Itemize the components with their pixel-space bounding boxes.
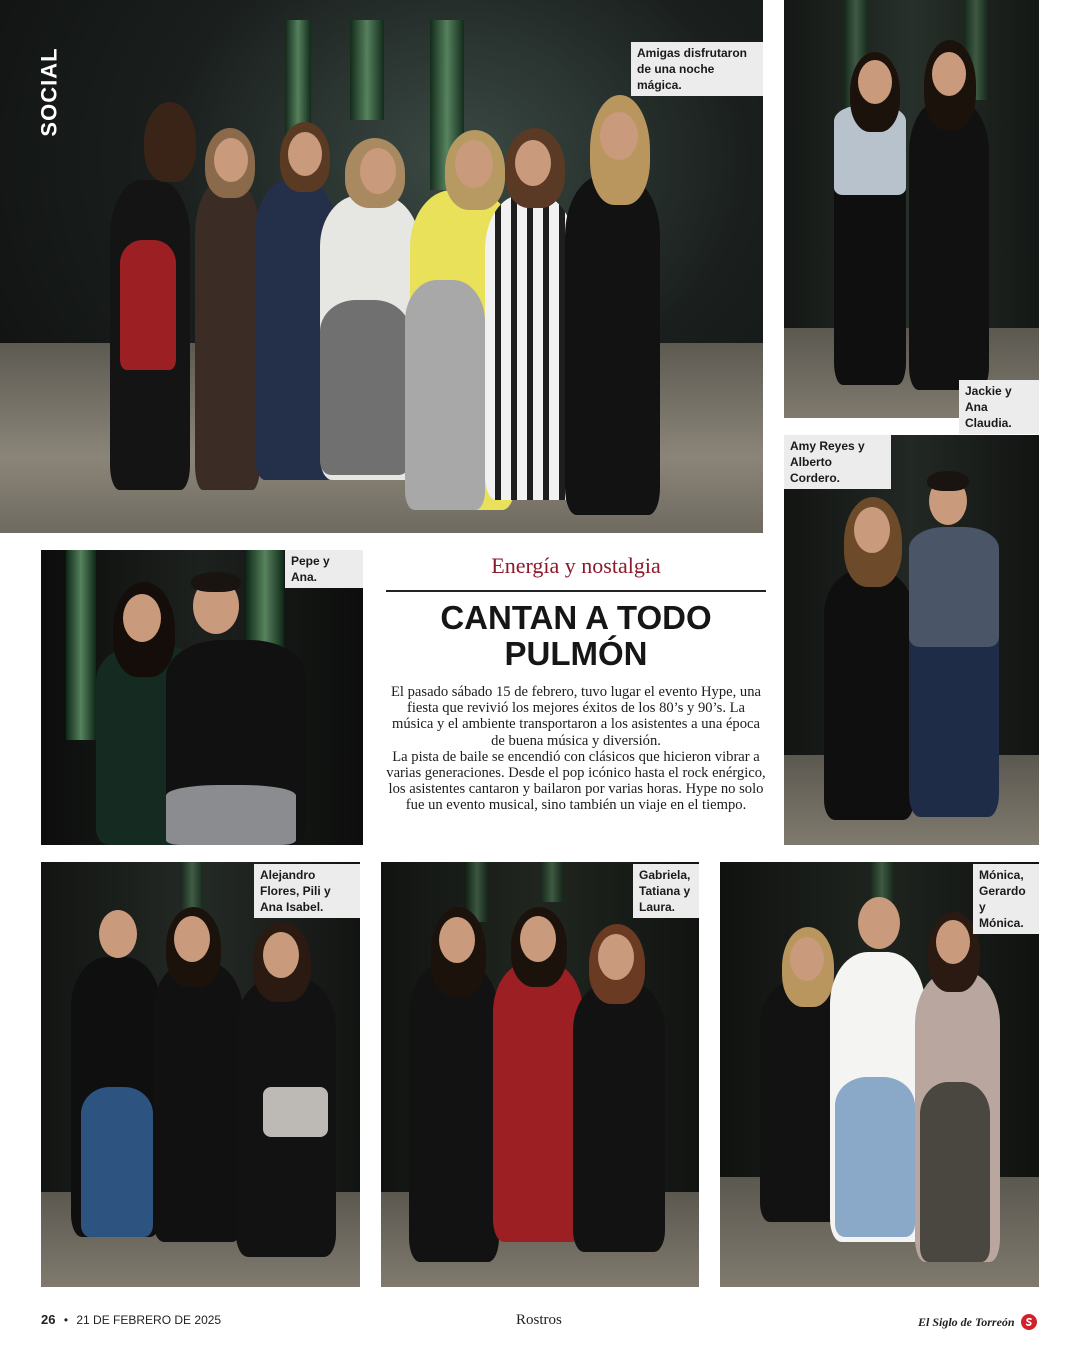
footer-publication	[918, 1312, 1037, 1332]
footer-page-info	[41, 1312, 221, 1332]
footer-section-name: Rostros	[516, 1312, 562, 1328]
article-paragraph-1: El pasado sábado 15 de febrero, tuvo lugar el evento Hype, una fiesta que revivió los mejores éxitos de los 80’s y 90’s. La música y el ambiente transportaron a los asistentes a una época de buena música y diversión.	[391, 684, 761, 749]
publication-name: El Siglo de Torreón	[918, 1314, 1015, 1329]
article-kicker: Energía y nostalgia	[491, 553, 661, 578]
footer-separator: •	[63, 1313, 69, 1327]
pepe-photo-caption: Pepe y Ana.	[285, 550, 363, 588]
section-label: SOCIAL	[37, 47, 62, 137]
issue-date: 21 DE FEBRERO DE 2025	[76, 1313, 222, 1327]
amy-photo-caption: Amy Reyes y Alberto Cordero.	[784, 435, 891, 489]
article-body	[386, 684, 766, 814]
gabriela-photo-caption: Gabriela, Tatiana y Laura.	[633, 864, 699, 918]
alejandro-photo	[41, 862, 360, 1287]
article-paragraph-2: La pista de baile se encendió con clásicos que hicieron vibrar a varias generaciones. Desde el pop icónico hasta el rock enérgico, los asistentes cantaron y bailaron por varias horas. Hype no solo fue un evento musical, sino también un viaje en el tiempo.	[386, 748, 766, 814]
monica-photo-caption: Mónica, Gerardo y Mónica.	[973, 864, 1039, 934]
main-photo-caption: Amigas disfrutaron de una noche mágica.	[631, 42, 763, 96]
jackie-photo-caption: Jackie y Ana Claudia.	[959, 380, 1039, 434]
pepe-photo	[41, 550, 363, 845]
amy-photo	[784, 435, 1039, 845]
headline-rule	[386, 590, 766, 592]
alejandro-photo-caption: Alejandro Flores, Pili y Ana Isabel.	[254, 864, 360, 918]
gabriela-photo	[381, 862, 699, 1287]
page-number: 26	[41, 1312, 56, 1327]
siglo-logo-icon	[1021, 1314, 1037, 1330]
jackie-photo	[784, 0, 1039, 418]
article-headline: CANTAN A TODO PULMÓN	[440, 599, 712, 672]
section-tag	[30, 42, 70, 142]
